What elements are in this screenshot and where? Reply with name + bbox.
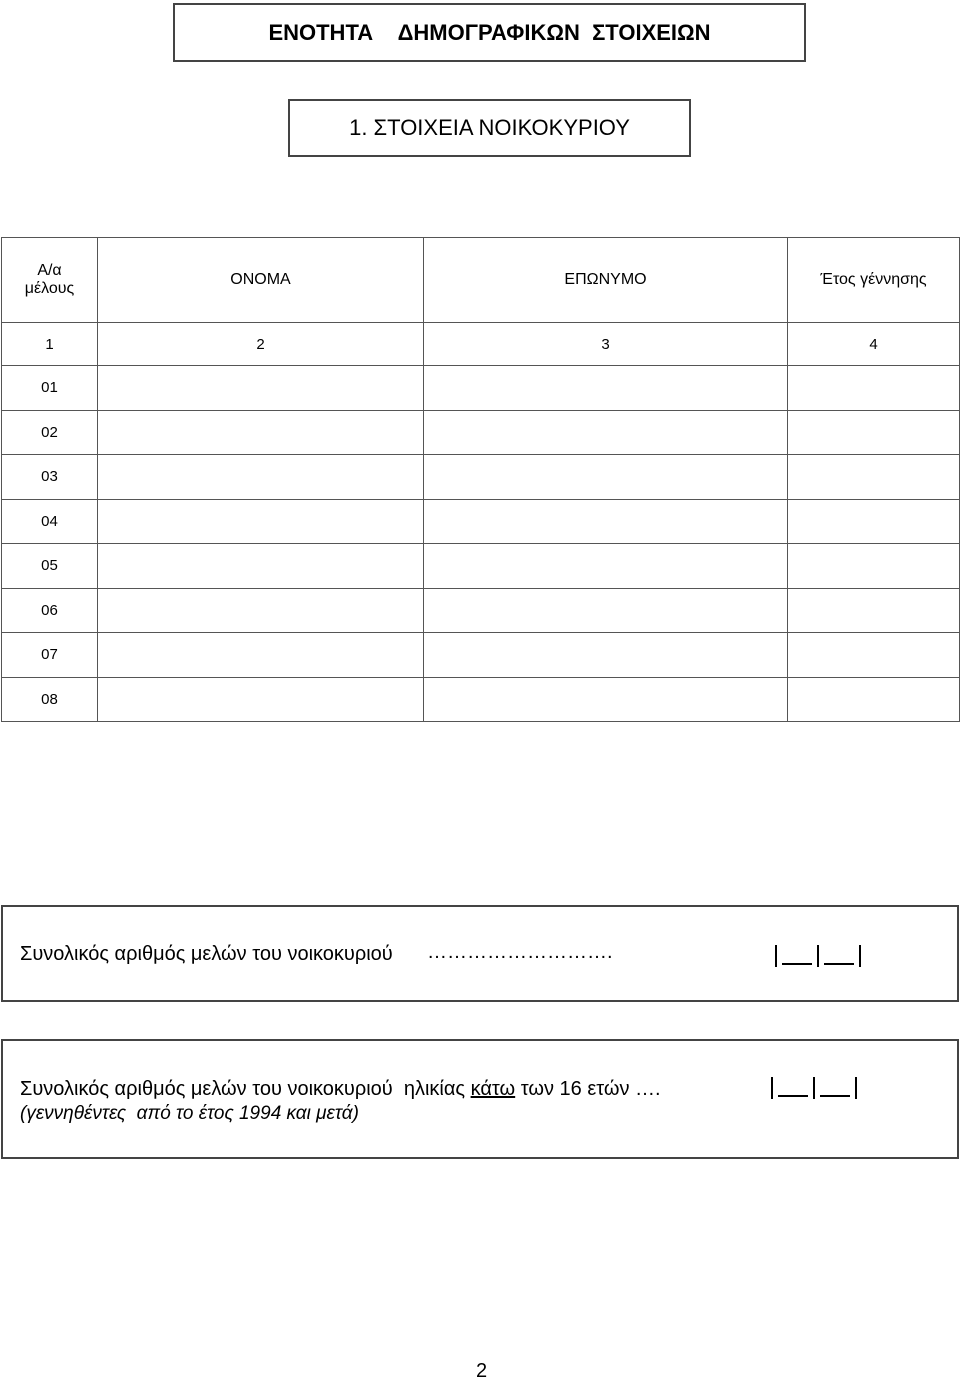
table-row: [2, 633, 960, 678]
birth-year-cell[interactable]: [788, 499, 960, 544]
total-members-box: [1, 905, 959, 1002]
column-number: 4: [788, 323, 960, 366]
birth-year-cell[interactable]: [788, 455, 960, 500]
first-name-cell[interactable]: [98, 677, 424, 722]
first-name-cell[interactable]: [98, 499, 424, 544]
last-name-cell[interactable]: [424, 455, 788, 500]
table-header-row: [2, 238, 960, 323]
first-name-cell[interactable]: [98, 366, 424, 411]
digit-box[interactable]: [813, 1077, 855, 1099]
first-name-cell[interactable]: [98, 544, 424, 589]
dotted-leader: ……………………….: [427, 941, 613, 963]
members-under-16-label: Συνολικός αριθμός μελών του νοικοκυριού ηλικίας κάτω των 16 ετών ….: [20, 1078, 661, 1100]
underlined-word: κάτω: [470, 1078, 516, 1100]
section-title-part1: ΕΝΟΤΗΤΑ: [268, 19, 374, 45]
member-number: 07: [2, 633, 98, 678]
table-row: [2, 499, 960, 544]
last-name-cell[interactable]: [424, 544, 788, 589]
first-name-cell[interactable]: [98, 410, 424, 455]
column-number: 1: [2, 323, 98, 366]
table-row: [2, 544, 960, 589]
table-row: [2, 677, 960, 722]
member-number: 06: [2, 588, 98, 633]
last-name-cell[interactable]: [424, 410, 788, 455]
header-member-no: Α/α μέλους: [2, 238, 98, 323]
last-name-cell[interactable]: [424, 588, 788, 633]
birth-year-note: (γεννηθέντες από το έτος 1994 και μετά): [20, 1103, 359, 1124]
column-number: 3: [424, 323, 788, 366]
column-number-row: [2, 323, 960, 366]
last-name-cell[interactable]: [424, 633, 788, 678]
member-number: 02: [2, 410, 98, 455]
birth-year-cell[interactable]: [788, 544, 960, 589]
last-name-cell[interactable]: [424, 366, 788, 411]
header-birth-year: Έτος γέννησης: [788, 238, 960, 323]
digit-box[interactable]: [817, 945, 859, 967]
birth-year-cell[interactable]: [788, 366, 960, 411]
member-number: 01: [2, 366, 98, 411]
table-row: [2, 410, 960, 455]
last-name-cell[interactable]: [424, 499, 788, 544]
member-number: 08: [2, 677, 98, 722]
member-number: 04: [2, 499, 98, 544]
members-under-16-box: [1, 1039, 959, 1159]
subsection-title-box: [288, 99, 691, 157]
section-title-box: [173, 3, 806, 62]
birth-year-cell[interactable]: [788, 677, 960, 722]
total-members-label: Συνολικός αριθμός μελών του νοικοκυριού: [20, 943, 393, 965]
under-16-digit-boxes[interactable]: [771, 1077, 857, 1099]
birth-year-cell[interactable]: [788, 588, 960, 633]
table-row: [2, 366, 960, 411]
last-name-cell[interactable]: [424, 677, 788, 722]
member-number: 03: [2, 455, 98, 500]
birth-year-cell[interactable]: [788, 633, 960, 678]
first-name-cell[interactable]: [98, 455, 424, 500]
birth-year-cell[interactable]: [788, 410, 960, 455]
table-row: [2, 455, 960, 500]
first-name-cell[interactable]: [98, 588, 424, 633]
column-number: 2: [98, 323, 424, 366]
member-number: 05: [2, 544, 98, 589]
household-members-table: [1, 237, 960, 722]
digit-box[interactable]: [775, 945, 817, 967]
table-row: [2, 588, 960, 633]
header-last-name: ΕΠΩΝΥΜΟ: [424, 238, 788, 323]
digit-box[interactable]: [771, 1077, 813, 1099]
subsection-title: 1. ΣΤΟΙΧΕΙΑ ΝΟΙΚΟΚΥΡΙΟΥ: [349, 115, 630, 140]
first-name-cell[interactable]: [98, 633, 424, 678]
page-number: 2: [476, 1360, 488, 1382]
header-first-name: ΟΝΟΜΑ: [98, 238, 424, 323]
section-title-part2: ΔΗΜΟΓΡΑΦΙΚΩΝ ΣΤΟΙΧΕΙΩΝ: [397, 19, 711, 45]
total-members-digit-boxes[interactable]: [775, 945, 861, 967]
